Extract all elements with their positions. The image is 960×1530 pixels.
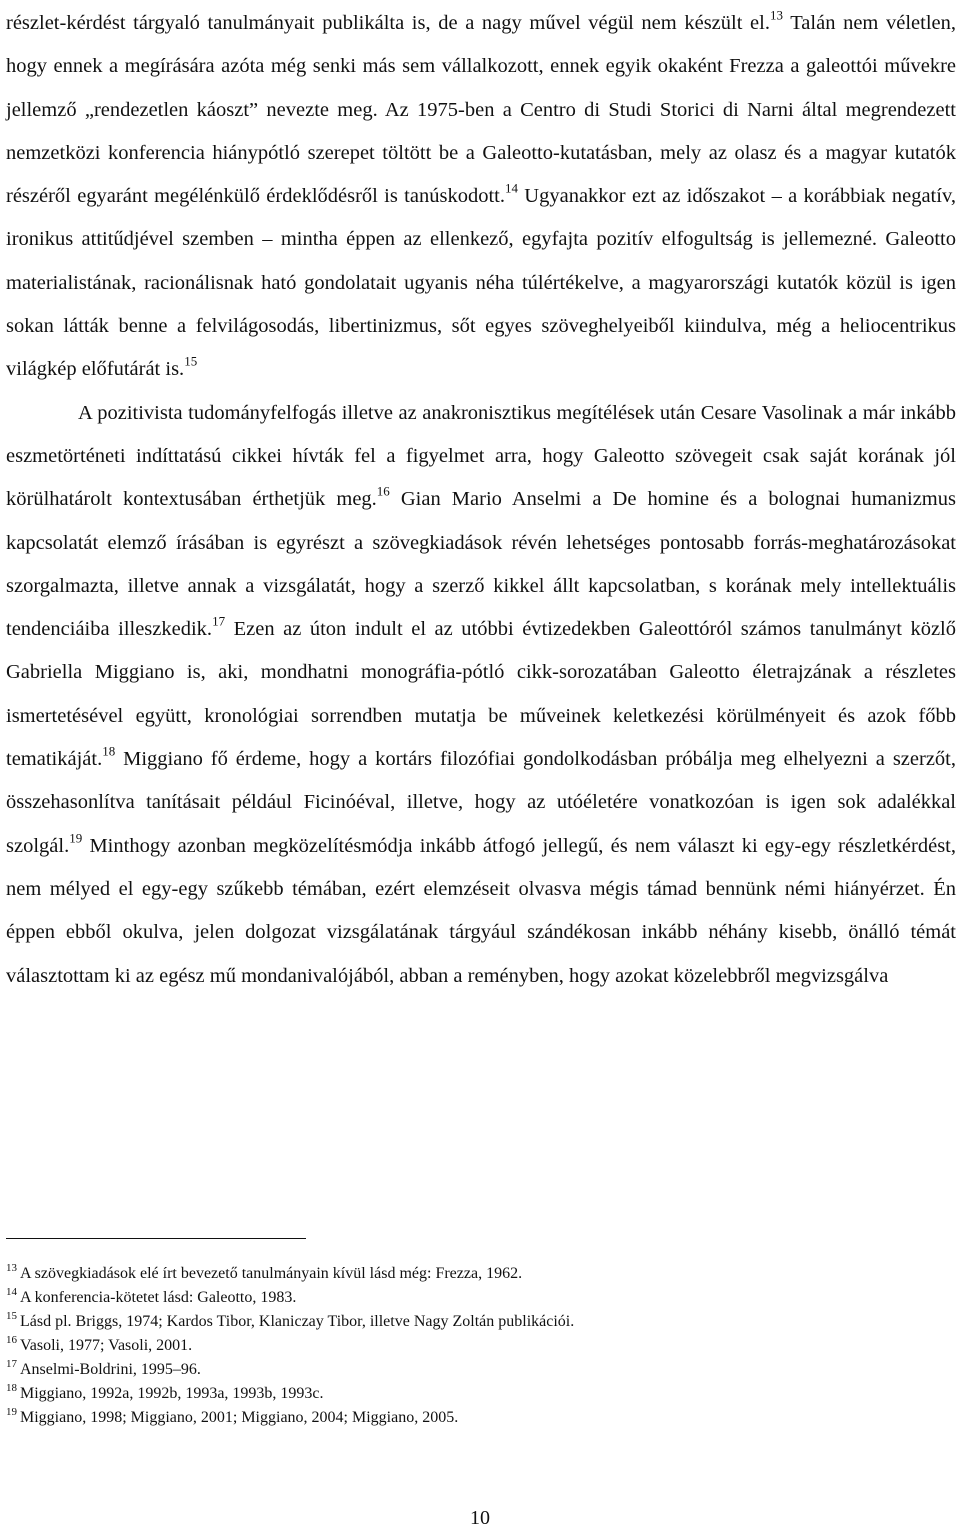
- footnote-text: A konferencia-kötetet lásd: Galeotto, 1983.: [20, 1289, 297, 1306]
- footnotes: [6, 1262, 946, 1430]
- paragraph-text: Miggiano fő érdeme, hogy a kortárs filozófiai gondolkodásban próbálja meg elhelyezni a szerzőt, összehasonlítva tanításait például Ficinóéval, illetve, hogy az utóéletére vonatkozóan is igen sok adalékkal szolgál.: [6, 748, 956, 857]
- paragraph-text: Minthogy azonban megközelítésmódja inkább átfogó jellegű, és nem választ ki egy-egy részletkérdést, nem mélyed el egy-egy szűkebb témában, ezért elemzéseit olvasva mégis támad bennünk némi hiányérzet. Én éppen ebből okulva, jelen dolgozat vizsgálatának tárgyául szándékosan inkább néhány kisebb, önálló témát választottam ki az egész mű mondanivalójából, abban a reményben, hogy azokat közelebbről megvizsgálva: [6, 834, 956, 987]
- footnote-number: 14: [6, 1286, 17, 1299]
- footnote-text: Anselmi-Boldrini, 1995–96.: [20, 1361, 201, 1378]
- footnote-number: 16: [6, 1334, 17, 1347]
- footnote-text: Vasoli, 1977; Vasoli, 2001.: [20, 1337, 193, 1354]
- footnote: [6, 1406, 946, 1430]
- footnote-separator: [6, 1238, 306, 1239]
- footnote-reference: 14: [504, 180, 518, 196]
- footnote-number: 17: [6, 1358, 17, 1371]
- footnote-reference: 18: [102, 743, 116, 759]
- footnote: [6, 1310, 946, 1334]
- footnote-number: 13: [6, 1262, 17, 1275]
- footnote-reference: 15: [184, 353, 198, 369]
- paragraph: [6, 392, 956, 998]
- footnote: [6, 1262, 946, 1286]
- footnote-text: Miggiano, 1998; Miggiano, 2001; Miggiano, 2004; Miggiano, 2005.: [20, 1409, 459, 1426]
- footnote-reference: 16: [376, 483, 390, 499]
- paragraph: [6, 2, 956, 392]
- footnote-reference: 17: [212, 613, 226, 629]
- footnote-number: 18: [6, 1382, 17, 1395]
- footnote-reference: 19: [69, 829, 83, 845]
- paragraph-text: Gian Mario Anselmi a De homine és a bolognai humanizmus kapcsolatát elemző írásában is egyrészt a szövegkiadások révén lehetséges pontosabb forrás-meghatározásokat szorgalmazta, illetve annak a vizsgálatát, hogy a szerző kikkel állt kapcsolatban, s korának mely intellektuális tendenciáiba illeszkedik.: [6, 488, 956, 641]
- page-number: 10: [470, 1507, 490, 1529]
- footnote: [6, 1382, 946, 1406]
- footnote-text: Lásd pl. Briggs, 1974; Kardos Tibor, Klaniczay Tibor, illetve Nagy Zoltán publikációi.: [20, 1313, 575, 1330]
- footnote: [6, 1286, 946, 1310]
- paragraph-text: részlet-kérdést tárgyaló tanulmányait publikálta is, de a nagy művel végül nem készült el.: [6, 12, 770, 34]
- paragraph-text: A pozitivista tudományfelfogás illetve az anakronisztikus megítélések után Cesare Vasolinak a már inkább eszmetörténeti indíttatású cikkei hívták fel a figyelmet arra, hogy Galeotto szövegeit csak saját korának jól körülhatárolt kontextusában érthetjük meg.: [6, 401, 956, 511]
- paragraph-text: Ugyanakkor ezt az időszakot – a korábbiak negatív, ironikus attitűdjével szemben – mintha éppen az ellenkező, egyfajta pozitív elfogultság is jellemezné. Galeotto materialistának, racionálisnak ható gondolatait ugyanis néha túlértékelve, a magyarországi kutatók közül is igen sokan látták benne a felvilágosodás, libertinizmus, sőt egyes szöveghelyeiből kiindulva, még a heliocentrikus világkép előfutárát is.: [6, 185, 956, 381]
- footnote-text: Miggiano, 1992a, 1992b, 1993a, 1993b, 1993c.: [20, 1385, 324, 1402]
- footnote: [6, 1358, 946, 1382]
- footnote-reference: 13: [769, 7, 783, 23]
- body-text: [6, 2, 956, 998]
- footnote-text: A szövegkiadások elé írt bevezető tanulmányain kívül lásd még: Frezza, 1962.: [20, 1265, 523, 1282]
- footnote-number: 19: [6, 1406, 17, 1419]
- paragraph-text: Talán nem véletlen, hogy ennek a megírására azóta még senki más sem vállalkozott, ennek egyik okaként Frezza a galeottói művekre jellemző „rendezetlen káoszt” nevezte meg. Az 1975-ben a Centro di Studi Storici di Narni által megrendezett nemzetközi konferencia hiánypótló szerepet töltött be a Galeotto-kutatásban, mely az olasz és a magyar kutatók részéről egyaránt megélénkülő érdeklődésről is tanúskodott.: [6, 12, 956, 208]
- footnote: [6, 1334, 946, 1358]
- footnote-number: 15: [6, 1310, 17, 1323]
- paragraph-text: Ezen az úton indult el az utóbbi évtizedekben Galeottóról számos tanulmányt közlő Gabriella Miggiano is, aki, mondhatni monográfia-pótló cikk-sorozatában Galeotto életrajzának a részletes ismertetésével együtt, kronológiai sorrendben mutatja be műveinek keletkezési körülményeit és azok főbb tematikáját.: [6, 618, 957, 771]
